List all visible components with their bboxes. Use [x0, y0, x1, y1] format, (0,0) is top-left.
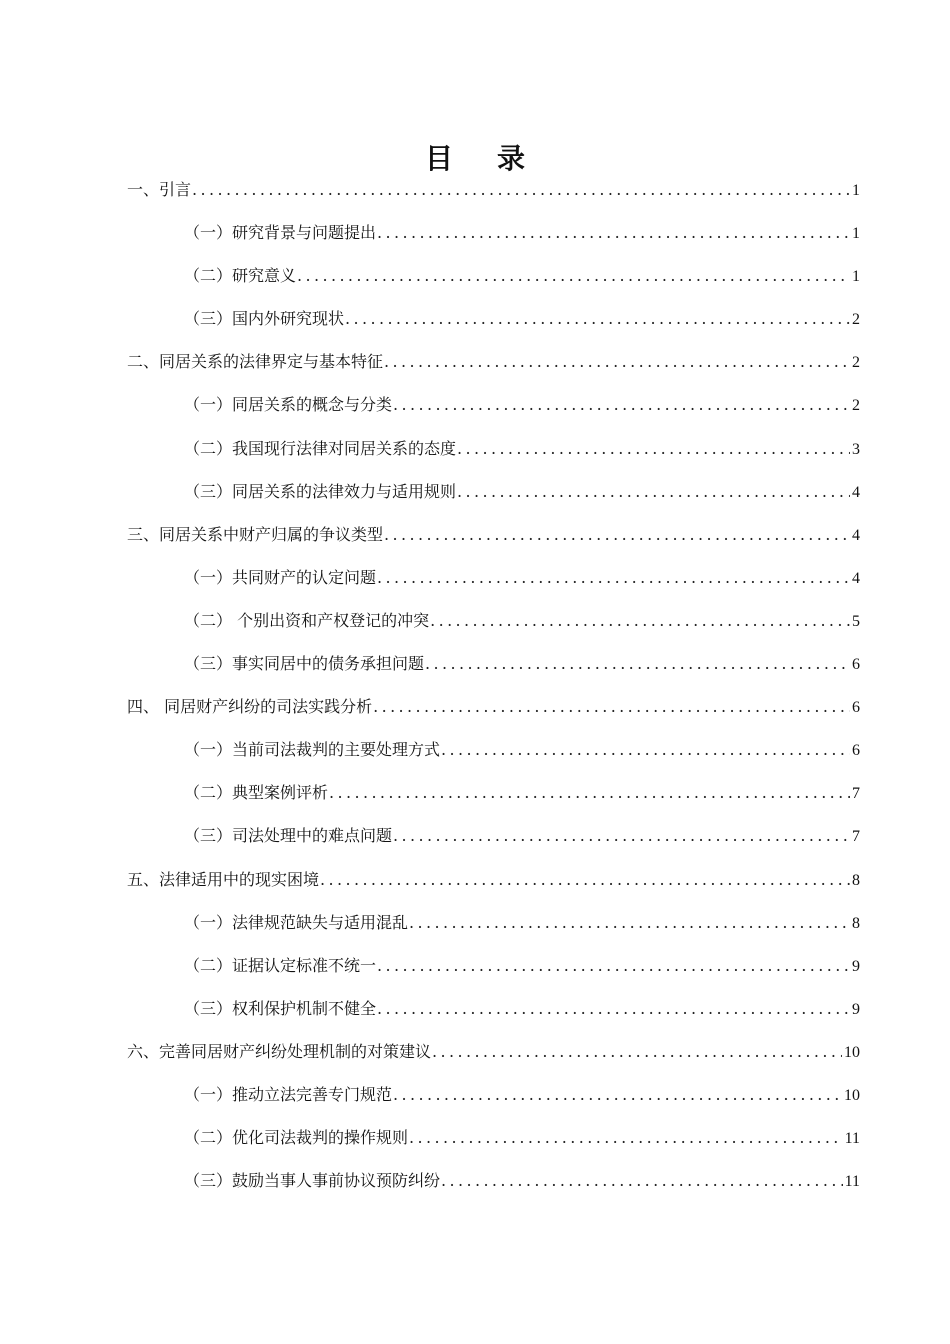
toc-entry-label: （一）研究背景与问题提出: [184, 223, 377, 243]
toc-page-number: 11: [844, 1173, 860, 1191]
toc-entry-label: （三）国内外研究现状: [184, 309, 345, 329]
page-title: 目录: [424, 141, 569, 175]
toc-page-number: 1: [852, 268, 860, 286]
toc-entry-label: （二） 个别出资和产权登记的冲突: [184, 610, 430, 630]
toc-page-number: 11: [844, 1130, 860, 1148]
toc-page-number: 10: [844, 1086, 860, 1104]
toc-dot-leader: [393, 822, 850, 850]
toc-page-number: 7: [852, 828, 860, 846]
toc-section-entry[interactable]: [127, 1167, 860, 1210]
toc-section-entry[interactable]: [127, 822, 860, 865]
toc-dot-leader: [297, 262, 850, 290]
toc-dot-leader: [457, 435, 850, 463]
toc-entry-label: 一、引言: [127, 180, 192, 199]
toc-entry-label: 三、同居关系中财产归属的争议类型: [127, 524, 384, 544]
toc-dot-leader: [192, 176, 850, 204]
toc-dot-leader: [377, 952, 850, 980]
toc-entry-label: （一）推动立法完善专门规范: [184, 1084, 393, 1104]
toc-dot-leader: [409, 909, 850, 937]
toc-page-number: 6: [852, 656, 860, 674]
toc-entry-label: 四、 同居财产纠纷的司法实践分析: [127, 697, 373, 717]
toc-dot-leader: [441, 1167, 843, 1195]
toc-section-entry[interactable]: [127, 435, 860, 478]
toc-section-entry[interactable]: [127, 779, 860, 822]
toc-dot-leader: [377, 995, 850, 1023]
toc-entry-label: （一）共同财产的认定问题: [184, 567, 377, 587]
toc-entry-label: （三）事实同居中的债务承担问题: [184, 654, 425, 674]
toc-dot-leader: [393, 391, 850, 419]
toc-chapter-entry[interactable]: [127, 866, 860, 909]
toc-section-entry[interactable]: [127, 564, 860, 607]
toc-section-entry[interactable]: [127, 995, 860, 1038]
toc-dot-leader: [384, 521, 850, 549]
toc-entry-label: 六、完善同居财产纠纷处理机制的对策建议: [127, 1041, 432, 1061]
toc-page-number: 2: [852, 354, 860, 372]
toc-page-number: 4: [852, 569, 860, 587]
toc-entry-label: （一）同居关系的概念与分类: [184, 395, 393, 415]
toc-entry-label: （一）法律规范缺失与适用混乱: [184, 912, 409, 932]
toc-page-number: 8: [852, 914, 860, 932]
toc-dot-leader: [320, 866, 850, 894]
toc-page-number: 8: [852, 871, 860, 889]
toc-dot-leader: [441, 736, 850, 764]
toc-chapter-entry[interactable]: [127, 521, 860, 564]
toc-page-number: 6: [852, 742, 860, 760]
toc-page-number: 4: [852, 483, 860, 501]
toc-chapter-entry[interactable]: [127, 693, 860, 736]
toc-section-entry[interactable]: [127, 1124, 860, 1167]
toc-page-number: 1: [852, 225, 860, 243]
toc-page-number: 10: [844, 1043, 860, 1061]
table-of-contents: [127, 176, 860, 1210]
toc-entry-label: （二）我国现行法律对同居关系的态度: [184, 438, 457, 458]
toc-page-number: 9: [852, 957, 860, 975]
toc-dot-leader: [329, 779, 850, 807]
toc-entry-label: 五、法律适用中的现实困境: [127, 869, 320, 889]
toc-page-number: 9: [852, 1000, 860, 1018]
toc-section-entry[interactable]: [127, 478, 860, 521]
toc-section-entry[interactable]: [127, 736, 860, 779]
toc-section-entry[interactable]: [127, 305, 860, 348]
toc-chapter-entry[interactable]: [127, 176, 860, 219]
toc-entry-label: （三）鼓励当事人事前协议预防纠纷: [184, 1171, 441, 1191]
toc-page-number: 7: [852, 785, 860, 803]
toc-dot-leader: [373, 693, 850, 721]
toc-entry-label: （二）典型案例评析: [184, 783, 329, 803]
toc-dot-leader: [393, 1081, 842, 1109]
toc-section-entry[interactable]: [127, 1081, 860, 1124]
toc-entry-label: （三）司法处理中的难点问题: [184, 826, 393, 846]
toc-page-number: 5: [852, 612, 860, 630]
toc-dot-leader: [377, 219, 850, 247]
toc-section-entry[interactable]: [127, 909, 860, 952]
toc-section-entry[interactable]: [127, 952, 860, 995]
toc-dot-leader: [384, 348, 850, 376]
toc-dot-leader: [432, 1038, 842, 1066]
toc-page-number: 6: [852, 699, 860, 717]
toc-chapter-entry[interactable]: [127, 348, 860, 391]
toc-dot-leader: [377, 564, 850, 592]
toc-section-entry[interactable]: [127, 391, 860, 434]
toc-page-number: 1: [852, 182, 860, 199]
toc-entry-label: （三）同居关系的法律效力与适用规则: [184, 481, 457, 501]
toc-dot-leader: [409, 1124, 843, 1152]
toc-page-number: 2: [852, 397, 860, 415]
toc-dot-leader: [457, 478, 850, 506]
toc-page-number: 2: [852, 311, 860, 329]
toc-page-number: 3: [852, 440, 860, 458]
toc-dot-leader: [345, 305, 850, 333]
toc-entry-label: （二）研究意义: [184, 266, 297, 286]
toc-section-entry[interactable]: [127, 262, 860, 305]
toc-entry-label: （三）权利保护机制不健全: [184, 998, 377, 1018]
toc-entry-label: （一）当前司法裁判的主要处理方式: [184, 740, 441, 760]
toc-section-entry[interactable]: [127, 650, 860, 693]
toc-entry-label: （二）证据认定标准不统一: [184, 955, 377, 975]
toc-dot-leader: [425, 650, 850, 678]
toc-section-entry[interactable]: [127, 219, 860, 262]
toc-chapter-entry[interactable]: [127, 1038, 860, 1081]
toc-dot-leader: [430, 607, 850, 635]
toc-entry-label: （二）优化司法裁判的操作规则: [184, 1128, 409, 1148]
toc-section-entry[interactable]: [127, 607, 860, 650]
toc-entry-label: 二、同居关系的法律界定与基本特征: [127, 352, 384, 372]
toc-page-number: 4: [852, 526, 860, 544]
